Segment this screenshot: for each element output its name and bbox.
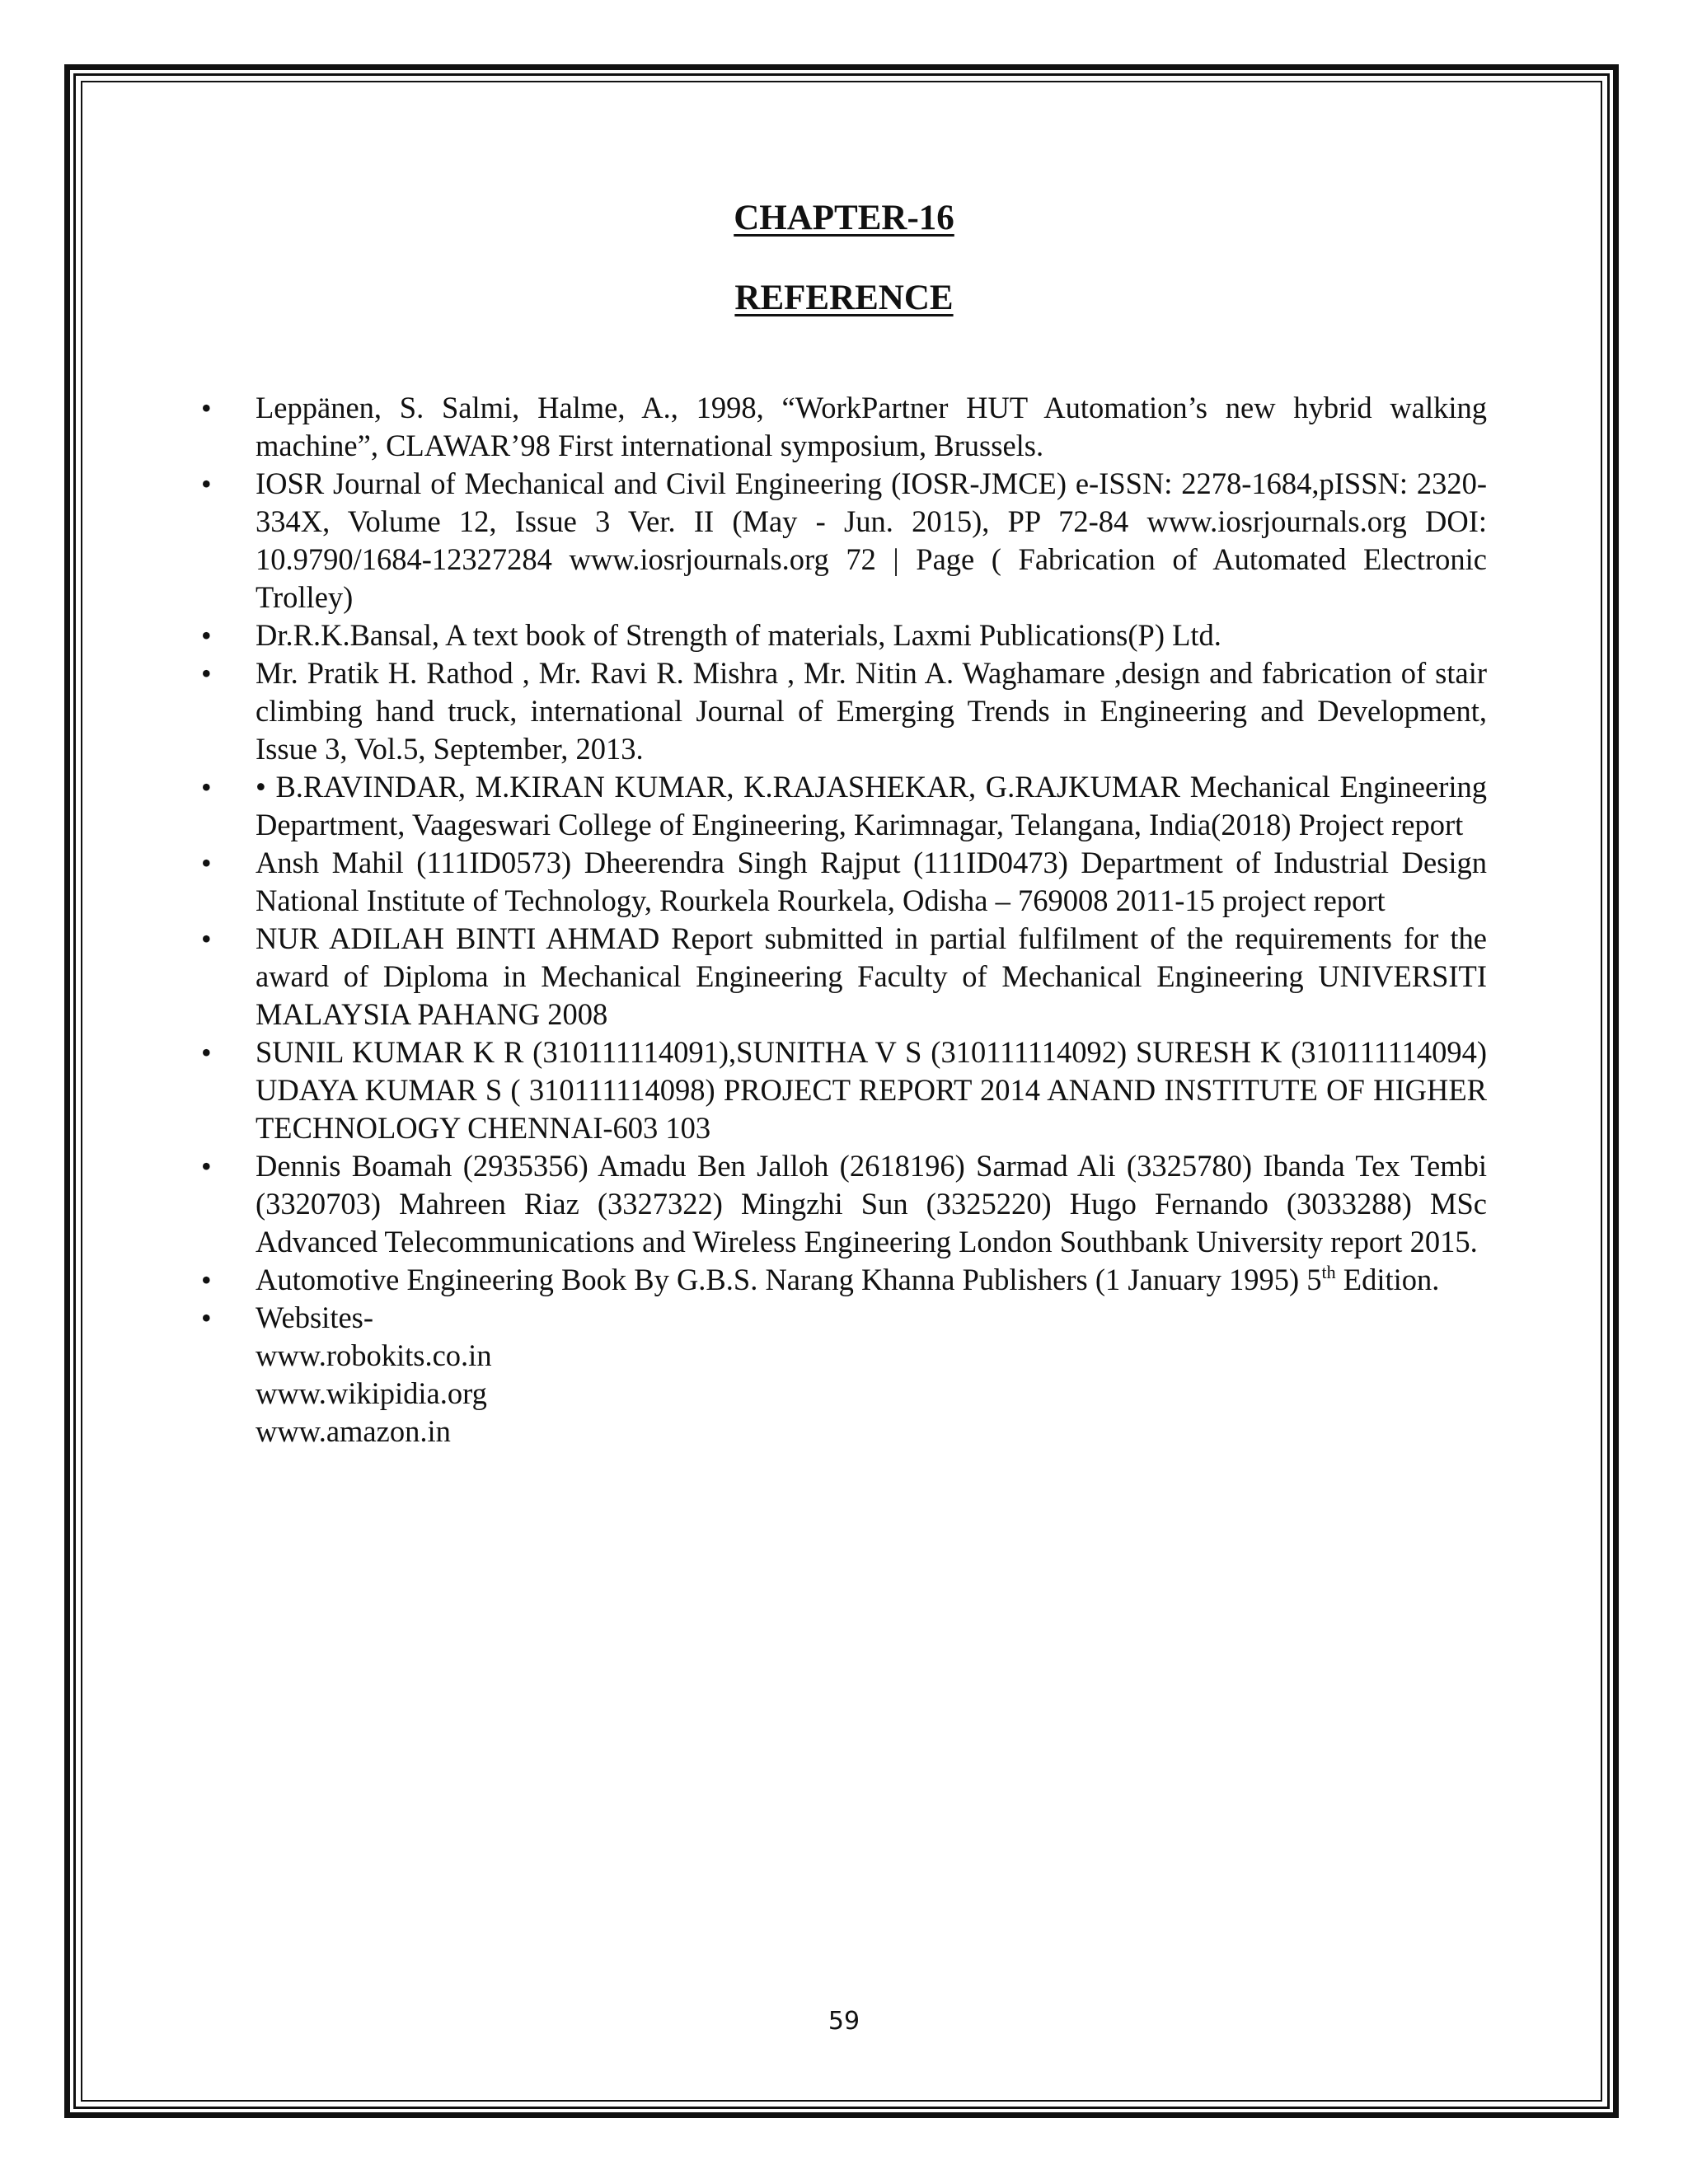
bullet-icon: • [201, 657, 212, 690]
website-link[interactable]: www.wikipidia.org [256, 1376, 487, 1410]
reference-item-automotive [201, 1261, 1487, 1299]
reference-text: Ansh Mahil (111ID0573) Dheerendra Singh Rajput (111ID0473) Department of Industrial Design National Institute of Technology, Rourkela Rourkela, Odisha – 769008 2011-15 project report [256, 846, 1487, 917]
reference-text: • B.RAVINDAR, M.KIRAN KUMAR, K.RAJASHEKAR, G.RAJKUMAR Mechanical Engineering Department, Vaageswari College of Engineering, Karimnagar, Telangana, India(2018) Project report [256, 770, 1487, 841]
reference-text: Automotive Engineering Book By G.B.S. Narang Khanna Publishers (1 January 1995) 5 [256, 1263, 1322, 1296]
reference-item [201, 844, 1487, 920]
section-heading: REFERENCE [734, 279, 954, 317]
reference-item [201, 1147, 1487, 1261]
reference-text-tail: Edition. [1335, 1263, 1440, 1296]
reference-item [201, 616, 1487, 654]
chapter-heading: CHAPTER-16 [734, 199, 954, 237]
bullet-icon: • [201, 1036, 212, 1069]
page-number: 59 [828, 2007, 860, 2036]
bullet-icon: • [201, 1301, 212, 1334]
superscript-ordinal: th [1321, 1262, 1336, 1282]
reference-item-websites [201, 1299, 1487, 1451]
bullet-icon: • [201, 467, 212, 500]
bullet-icon: • [201, 1150, 212, 1183]
reference-item [201, 1033, 1487, 1147]
bullet-icon: • [201, 1263, 212, 1296]
reference-text: IOSR Journal of Mechanical and Civil Engineering (IOSR-JMCE) e-ISSN: 2278-1684,pISSN: 2320-334X, Volume 12, Issue 3 Ver. II (May - Jun. 2015), PP 72-84 www.iosrjournals.org DOI: 10.9790/1684-12327284 www.iosrjournals.org 72 | Page ( Fabrication of Automated Electronic Trolley) [256, 466, 1487, 614]
reference-item [201, 389, 1487, 465]
bullet-icon: • [201, 391, 212, 424]
bullet-icon: • [201, 619, 212, 652]
bullet-icon: • [201, 846, 212, 879]
website-link[interactable]: www.amazon.in [256, 1414, 451, 1448]
website-link[interactable]: www.robokits.co.in [256, 1338, 492, 1372]
reference-item [201, 768, 1487, 844]
reference-text: Dennis Boamah (2935356) Amadu Ben Jalloh (2618196) Sarmad Ali (3325780) Ibanda Tex Tembi (3320703) Mahreen Riaz (3327322) Mingzhi Sun (3325220) Hugo Fernando (3033288) MSc Advanced Telecommunications and Wireless Engineering London Southbank University report 2015. [256, 1149, 1487, 1258]
bullet-icon: • [201, 922, 212, 955]
websites-label: Websites- [256, 1301, 374, 1334]
reference-item [201, 654, 1487, 768]
reference-text: Leppänen, S. Salmi, Halme, A., 1998, “WorkPartner HUT Automation’s new hybrid walking machine”, CLAWAR’98 First international symposium, Brussels. [256, 391, 1487, 462]
reference-text: Mr. Pratik H. Rathod , Mr. Ravi R. Mishra , Mr. Nitin A. Waghamare ,design and fabrication of stair climbing hand truck, international Journal of Emerging Trends in Engineering and Development, Issue 3, Vol.5, September, 2013. [256, 656, 1487, 766]
reference-text: Dr.R.K.Bansal, A text book of Strength of materials, Laxmi Publications(P) Ltd. [256, 618, 1221, 652]
reference-item [201, 465, 1487, 616]
bullet-icon: • [201, 771, 212, 804]
reference-list [201, 389, 1487, 1451]
reference-item [201, 920, 1487, 1033]
reference-text: SUNIL KUMAR K R (310111114091),SUNITHA V S (310111114092) SURESH K (310111114094) UDAYA KUMAR S ( 310111114098) PROJECT REPORT 2014 ANAND INSTITUTE OF HIGHER TECHNOLOGY CHENNAI-603 103 [256, 1035, 1487, 1145]
reference-text: NUR ADILAH BINTI AHMAD Report submitted in partial fulfilment of the requirements for the award of Diploma in Mechanical Engineering Faculty of Mechanical Engineering UNIVERSITI MALAYSIA PAHANG 2008 [256, 921, 1487, 1031]
